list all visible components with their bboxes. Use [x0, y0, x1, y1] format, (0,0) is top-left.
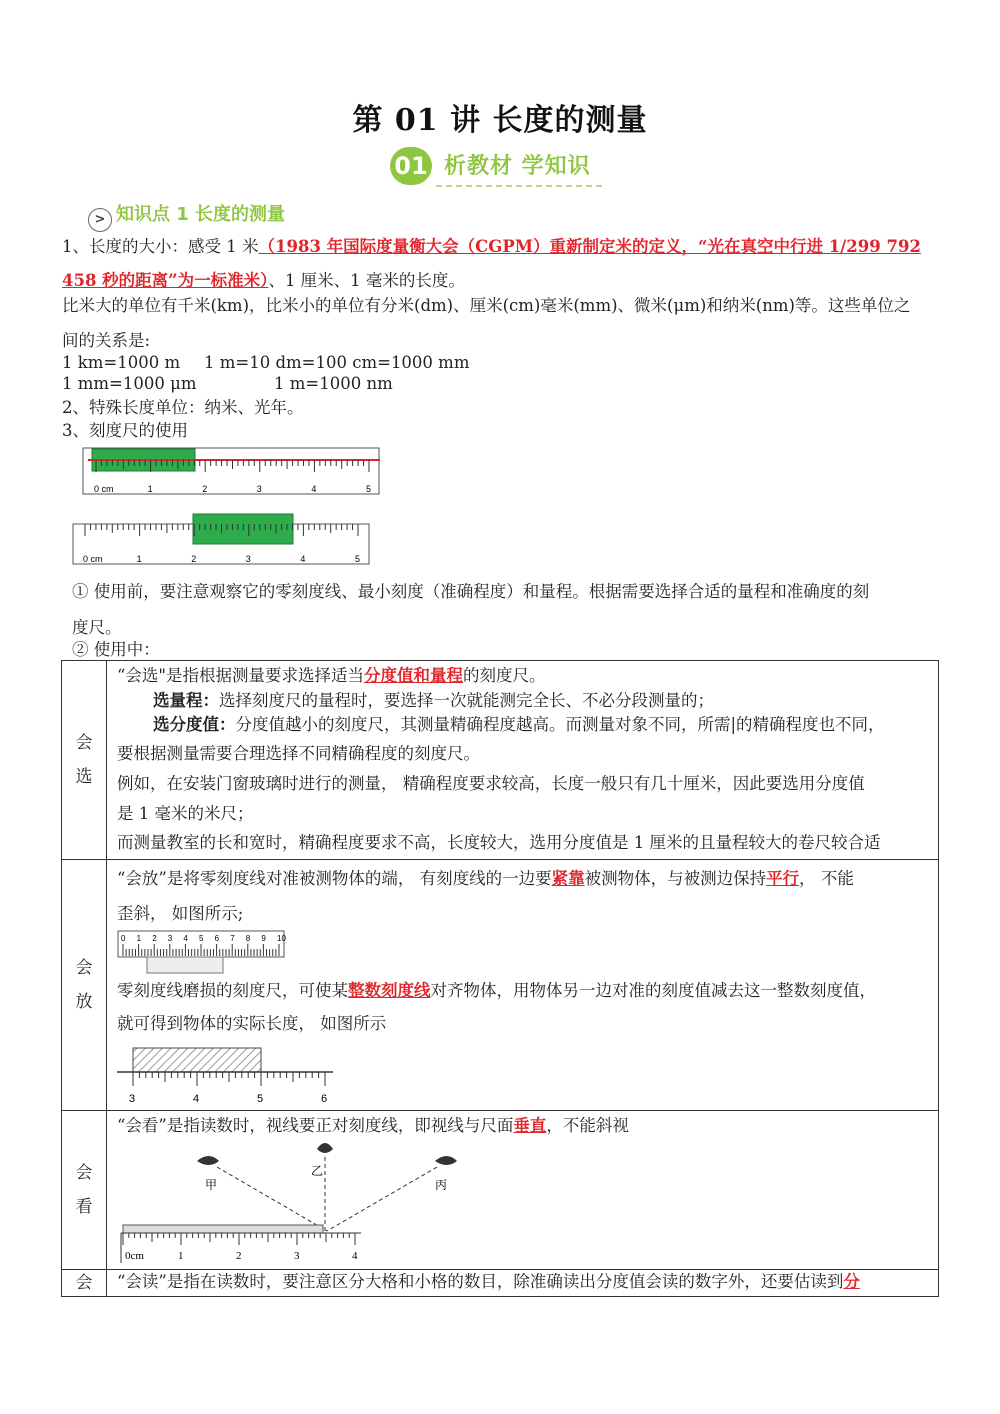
worn-ruler-figure — [117, 1042, 347, 1108]
relation-row-1 — [62, 352, 470, 374]
section-heading: 析教材 学知识 — [444, 154, 591, 179]
ruler-2-tick-label: 4 — [300, 554, 306, 564]
para1-suffix: 、1 厘米、1 毫米的长度。 — [268, 271, 465, 290]
row-label-select — [62, 661, 107, 860]
small-ruler-label: 4 — [183, 934, 188, 943]
worn-ruler-ticks — [133, 1072, 325, 1086]
look-line-1 — [117, 1113, 928, 1139]
table-row-read — [62, 1270, 939, 1297]
text: 分度值越小的刻度尺，其测量精确程度越高。而测量对象不同，所需|的精确程度也不同， — [235, 715, 885, 734]
select-line-4: 要根据测量需要合理选择不同精确程度的刻度尺。 — [117, 744, 480, 763]
worn-ruler-label: 6 — [321, 1093, 328, 1105]
look-ruler-label: 1 — [178, 1250, 184, 1262]
dashed-underline — [436, 185, 602, 187]
relation-row-2 — [62, 373, 393, 395]
small-ruler-label: 7 — [230, 934, 235, 943]
small-ruler-label: 6 — [214, 934, 220, 943]
ruler-1-tick-label: 5 — [366, 484, 372, 494]
place-line-1 — [117, 864, 928, 894]
select-line-7: 而测量教室的长和宽时，精确程度要求不高，长度较大，选用分度值是 1 厘米的且量程较大的卷尺较合适 — [117, 833, 881, 852]
eye-icon — [317, 1143, 333, 1153]
read-content — [107, 1270, 939, 1297]
text: 对齐物体，用物体另一边对准的刻度值减去这一整数刻度值， — [430, 981, 876, 1000]
look-ruler-label: 3 — [294, 1250, 300, 1262]
row-label-char: 会 — [75, 958, 93, 978]
text: 的刻度尺。 — [463, 666, 546, 685]
page-title: 第 01 讲 长度的测量 — [352, 103, 648, 138]
ruler-2-tick-label: 3 — [245, 554, 251, 564]
term: 选量程： — [153, 691, 219, 710]
select-line-3 — [117, 713, 928, 737]
section-badge — [390, 145, 610, 189]
meter-definition-b: 458 秒的距离”为一标准米） — [62, 271, 269, 290]
look-ruler-ticks — [123, 1233, 355, 1245]
table-row-select — [62, 661, 939, 860]
relation-km: 1 km=1000 m — [62, 353, 181, 372]
eye-label-c: 丙 — [435, 1178, 448, 1192]
key-term: 垂直 — [513, 1116, 547, 1135]
select-line-6: 是 1 毫米的米尺； — [117, 804, 254, 823]
note-before-use: ① 使用前，要注意观察它的零刻度线、最小刻度（准确程度）和量程。根据需要选择合适的量程和准确度的刻 — [72, 582, 870, 601]
worn-ruler-label: 5 — [257, 1093, 264, 1105]
key-term: 分度值和量程 — [364, 666, 464, 685]
section-number: 01 — [390, 147, 432, 185]
row-label-char: 会 — [75, 1163, 93, 1183]
row-label-char: 看 — [75, 1197, 93, 1217]
row-label-look — [62, 1111, 107, 1270]
eye-label-a: 甲 — [205, 1178, 218, 1192]
note-during-use: ② 使用中： — [72, 640, 160, 659]
ruler-2-tick-label: 1 — [136, 554, 142, 564]
small-ruler-label: 0 — [121, 934, 126, 943]
note-before-use-cont: 度尺。 — [72, 618, 122, 637]
text: ， 不能 — [799, 869, 854, 888]
place-content — [107, 860, 939, 1111]
look-ruler-label: 0cm — [125, 1250, 144, 1262]
ruler-1-tick-label: 0 cm — [94, 484, 114, 494]
key-term: 紧靠 — [551, 869, 585, 888]
small-ruler-label: 1 — [136, 934, 142, 943]
small-ruler-label: 10 — [277, 934, 286, 943]
para1-prefix: 1、长度的大小：感受 1 米 — [62, 237, 259, 256]
worn-ruler-label: 3 — [129, 1093, 136, 1105]
row-label-char: 会 — [75, 733, 93, 753]
worn-ruler-labels — [129, 1093, 327, 1105]
look-content — [107, 1111, 939, 1270]
table-row-place — [62, 860, 939, 1111]
units-line-2: 间的关系是: — [62, 331, 151, 350]
small-ruler-label: 3 — [167, 934, 173, 943]
select-line-5: 例如，在安装门窗玻璃时进行的测量， 精确程度要求较高，长度一般只有几十厘米，因此要选用分度值 — [117, 774, 865, 793]
ruler-figure-1 — [82, 446, 382, 498]
ruler-usage-heading: 3、刻度尺的使用 — [62, 421, 188, 440]
text: “会选"是指根据测量要求选择适当 — [117, 666, 365, 685]
row-label-read — [62, 1270, 107, 1297]
ruler-2-tick-label: 0 cm — [83, 554, 103, 564]
small-ruler-label: 8 — [245, 934, 251, 943]
look-ruler-labels — [125, 1250, 358, 1262]
look-ruler-label: 2 — [236, 1250, 242, 1262]
eye-icon — [435, 1156, 457, 1165]
ruler-2-tick-label: 5 — [355, 554, 361, 564]
row-label-place — [62, 860, 107, 1111]
worn-ruler-label: 4 — [193, 1093, 200, 1105]
ruler-1-tick-label: 1 — [147, 484, 153, 494]
text: 零刻度线磨损的刻度尺，可使某 — [117, 981, 348, 1000]
place-line-3 — [117, 976, 928, 1006]
row-label-char: 选 — [75, 767, 93, 787]
small-ruler-figure — [117, 930, 297, 976]
key-term: 分 — [843, 1272, 860, 1291]
text: “会读”是指在读数时，要注意区分大格和小格的数目，除准确读出分度值会读的数字外，还要估读到 — [117, 1272, 844, 1291]
special-units: 2、特殊长度单位：纳米、光年。 — [62, 398, 304, 417]
ruler-1-tick-label: 4 — [311, 484, 317, 494]
text: 被测物体，与被测边保持 — [584, 869, 767, 888]
small-ruler-label: 9 — [261, 934, 266, 943]
look-ruler-label: 4 — [352, 1250, 358, 1262]
select-line-1 — [117, 663, 928, 689]
text: “会放”是将零刻度线对准被测物体的端， 有刻度线的一边要 — [117, 869, 552, 888]
row-label-char: 放 — [75, 992, 93, 1012]
key-term: 整数刻度线 — [348, 981, 431, 1000]
arrow-circle-icon: > — [88, 208, 112, 232]
eye-icon — [197, 1156, 219, 1165]
place-line-2: 歪斜， 如图所示; — [117, 904, 244, 923]
select-content — [107, 661, 939, 860]
ruler-2-tick-label: 2 — [191, 554, 197, 564]
measured-object — [123, 1225, 323, 1233]
paragraph-1-cont — [62, 270, 465, 292]
meter-definition-a: （1983 年国际度量衡大会（CGPM）重新制定米的定义，“光在真空中行进 1/299 792 — [258, 237, 921, 256]
usage-table — [61, 660, 939, 1297]
small-ruler-label: 5 — [199, 934, 204, 943]
knowledge-point-heading — [88, 200, 285, 232]
relation-m: 1 m=10 dm=100 cm=1000 mm — [204, 353, 470, 372]
ruler-figure-2 — [72, 512, 372, 568]
row-label-char: 会 — [75, 1273, 93, 1293]
units-line-1: 比米大的单位有千米(km)，比米小的单位有分米(dm)、厘米(cm)毫米(mm)、微米(μm)和纳米(nm)等。这些单位之 — [62, 296, 911, 315]
small-ruler-label: 2 — [152, 934, 157, 943]
select-line-2 — [117, 689, 928, 713]
text: “会看”是指读数时，视线要正对刻度线，即视线与尺面 — [117, 1116, 514, 1135]
sight-line-c — [327, 1167, 437, 1231]
text: ，不能斜视 — [546, 1116, 629, 1135]
knowledge-point-label: 知识点 1 长度的测量 — [116, 204, 286, 225]
ruler-1-tick-label: 3 — [256, 484, 262, 494]
eye-label-b: 乙 — [311, 1164, 324, 1178]
key-term: 平行 — [766, 869, 800, 888]
term: 选分度值： — [153, 715, 236, 734]
ruler-1-tick-label: 2 — [202, 484, 208, 494]
place-line-4: 就可得到物体的实际长度， 如图所示 — [117, 1014, 387, 1033]
viewing-angle-figure — [117, 1139, 448, 1265]
paragraph-1 — [62, 236, 921, 258]
text: 选择刻度尺的量程时，要选择一次就能测完全长、不必分段测量的； — [219, 691, 714, 710]
relation-mm: 1 mm=1000 μm — [62, 374, 197, 393]
table-row-look — [62, 1111, 939, 1270]
relation-nm: 1 m=1000 nm — [274, 374, 393, 393]
